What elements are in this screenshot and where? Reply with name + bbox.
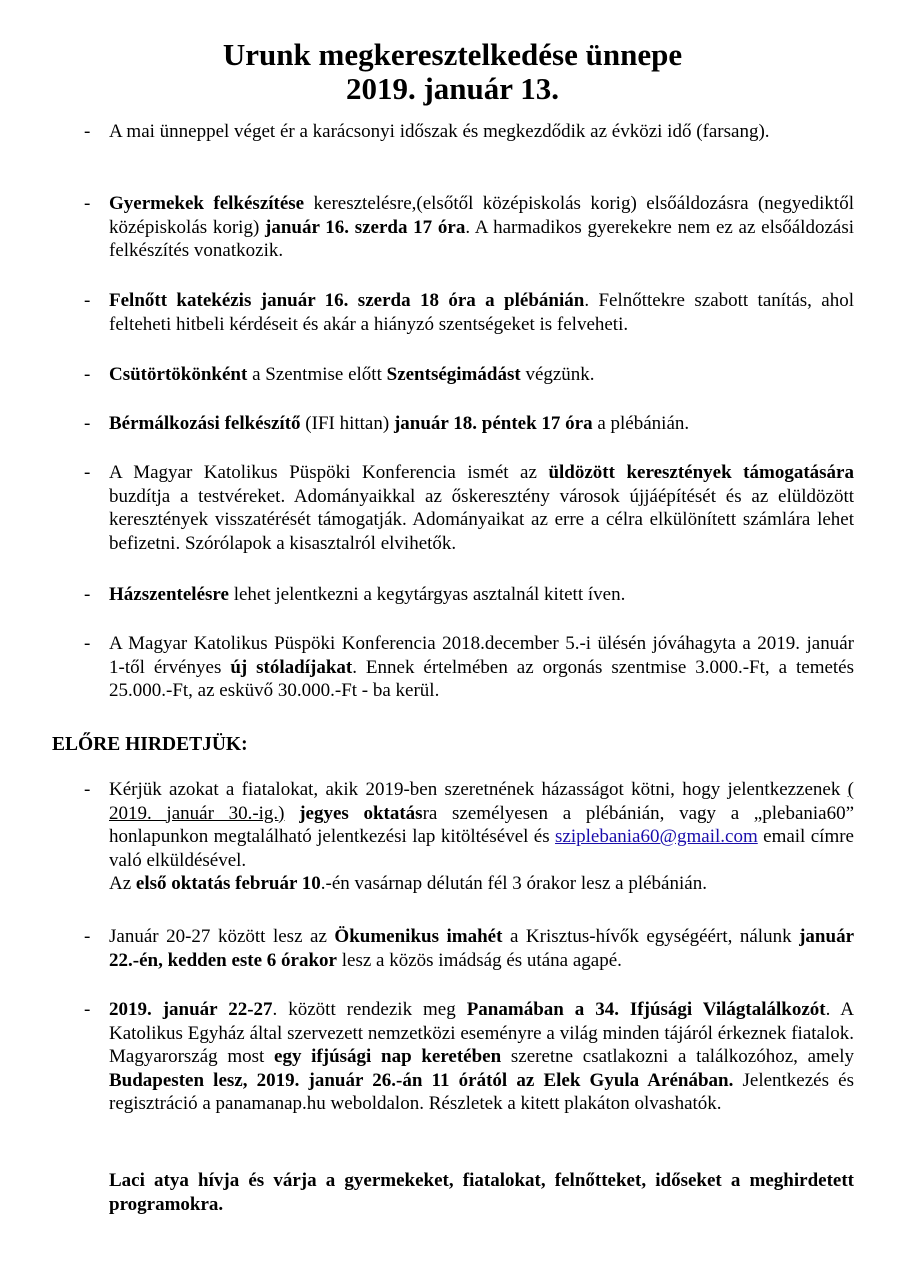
deadline-underlined: ( 2019. január 30.-ig.) (109, 779, 854, 824)
item-text: A Magyar Katolikus Püspöki Konferencia 2018.december 5.-i ülésén jóváhagyta a 2019. január 1-től érvényes (109, 633, 854, 678)
list-item (84, 412, 854, 436)
list-item (84, 583, 854, 607)
item-text: Január 20-27 között lesz az (109, 926, 335, 947)
item-bold: jegyes oktatás (299, 802, 423, 824)
dash-bullet: - (84, 290, 91, 311)
dash-bullet: - (84, 413, 91, 434)
title-line-1: Urunk megkeresztelkedése ünnepe (222, 37, 683, 72)
item-text: a Krisztus-hívők egységéért, nálunk (502, 926, 800, 947)
dash-bullet: - (84, 462, 91, 483)
title-line-2: 2019. január 13. (345, 71, 559, 106)
list-item (84, 363, 854, 387)
item-text: email címre való elküldésével. (109, 826, 854, 871)
item-text: (IFI hittan) (300, 413, 394, 434)
list-item (84, 120, 854, 144)
item-bold: Csütörtökönként (109, 364, 248, 385)
item-text: Jelentkezés és regisztráció a panamanap.hu weboldalon. Részletek a kitett plakáton olvashatók. (109, 1069, 854, 1115)
page-title (0, 38, 905, 106)
item-text: a Szentmise előtt (247, 364, 387, 385)
item-bold: 2019. január 22-27 (109, 999, 273, 1020)
item-text: . A harmadikos gyerekekre nem ez az elsőáldozási felkészítés vonatkozik. (109, 216, 854, 262)
dash-bullet: - (84, 364, 91, 385)
list-item (84, 998, 854, 1116)
item-text: lehet jelentkezni a kegytárgyas asztalnál kitett íven. (228, 584, 626, 605)
item-bold: üldözött keresztények támogatására (548, 462, 854, 483)
item-text: szeretne csatlakozni a találkozóhoz, amely (501, 1046, 855, 1068)
item-bold: Panamában a 34. Ifjúsági Világtalálkozót (466, 999, 826, 1020)
item-text: . Felnőttekre szabott tanítás, ahol felteheti hitbeli kérdéseit és akár a hiányzó szentségeket is felveheti. (109, 290, 855, 335)
dash-bullet: - (84, 121, 91, 142)
item-text: . között rendezik meg (272, 999, 467, 1020)
list-item (84, 925, 854, 972)
item-text: végzünk. (520, 364, 595, 385)
item-bold: Budapesten lesz, 2019. január 26.-án 11 órától az Elek Gyula Arénában. (109, 1069, 734, 1091)
item-text: a plébánián. (592, 413, 690, 434)
item-text: lesz a közös imádság és utána agapé. (336, 949, 622, 971)
dash-bullet: - (84, 584, 91, 605)
item-bold: Gyermekek felkészítése (109, 193, 305, 214)
list-item (84, 289, 854, 336)
item-text: . Ennek értelmében az orgonás szentmise 3.000.-Ft, a temetés 25.000.-Ft, az esküvő 30.000.-Ft - ba kerül. (109, 656, 855, 702)
item-text: Az (109, 873, 136, 895)
dash-bullet: - (84, 193, 91, 214)
item-text: keresztelésre,(elsőtől középiskolás korig) elsőáldozásra (negyediktől középiskolás korig) (109, 193, 854, 238)
list-item (84, 632, 854, 703)
dash-bullet: - (84, 926, 91, 947)
list-item (84, 778, 854, 896)
item-text: ra személyesen a plébánián, vagy a „plebania60” honlapunkon megtalálható jelentkezési lap kitöltésével és (109, 802, 855, 848)
item-text: A mai ünneppel véget ér a karácsonyi időszak és megkezdődik az évközi idő (farsang). (109, 121, 770, 142)
list-item (84, 461, 854, 555)
item-bold: Házszentelésre (109, 584, 229, 605)
section-heading: ELŐRE HIRDETJÜK: (52, 734, 248, 755)
item-bold: január 16. szerda 17 óra (265, 216, 466, 238)
dash-bullet: - (84, 633, 91, 654)
item-bold: január 22.-én, kedden este 6 órakor (109, 926, 855, 971)
item-text: A Magyar Katolikus Püspöki Konferencia ismét az (109, 462, 549, 483)
item-text: . A Katolikus Egyház által szervezett nemzetközi eseményre a világ minden tájáról érkeznek fiatalok. Magyarország most (109, 999, 854, 1068)
email-link[interactable]: sziplebania60@gmail.com (555, 826, 758, 848)
item-bold: új stóladíjakat (230, 656, 353, 678)
item-bold: Felnőtt katekézis január 16. szerda 18 óra a plébánián (109, 290, 585, 311)
item-text (285, 803, 300, 824)
closing-invitation: Laci atya hívja és várja a gyermekeket, fiatalokat, felnőtteket, időseket a meghirdetett programokra. (109, 1170, 854, 1215)
item-text: buzdítja a testvéreket. Adományaikkal az őskeresztény városok újjáépítését és az elüldözött keresztények visszatérését támogatják. Adományaikat az erre a célra elkülönített számlára lehet befizetni. Szórólapok a kisasztalról elvihetők. (109, 485, 854, 554)
item-bold: január 18. péntek 17 óra (393, 413, 593, 434)
item-text: .-én vasárnap délután fél 3 órakor lesz a plébánián. (320, 873, 707, 895)
item-text: Kérjük azokat a fiatalokat, akik 2019-ben szeretnének házasságot kötni, hogy jelentkezzenek (109, 779, 848, 800)
item-bold: egy ifjúsági nap keretében (274, 1046, 502, 1068)
list-item (84, 192, 854, 263)
item-bold: Szentségimádást (386, 364, 521, 385)
dash-bullet: - (84, 999, 91, 1020)
item-bold: Bérmálkozási felkészítő (109, 413, 301, 434)
item-bold: első oktatás február 10 (135, 873, 321, 895)
dash-bullet: - (84, 779, 91, 800)
item-bold: Ökumenikus imahét (334, 926, 503, 947)
